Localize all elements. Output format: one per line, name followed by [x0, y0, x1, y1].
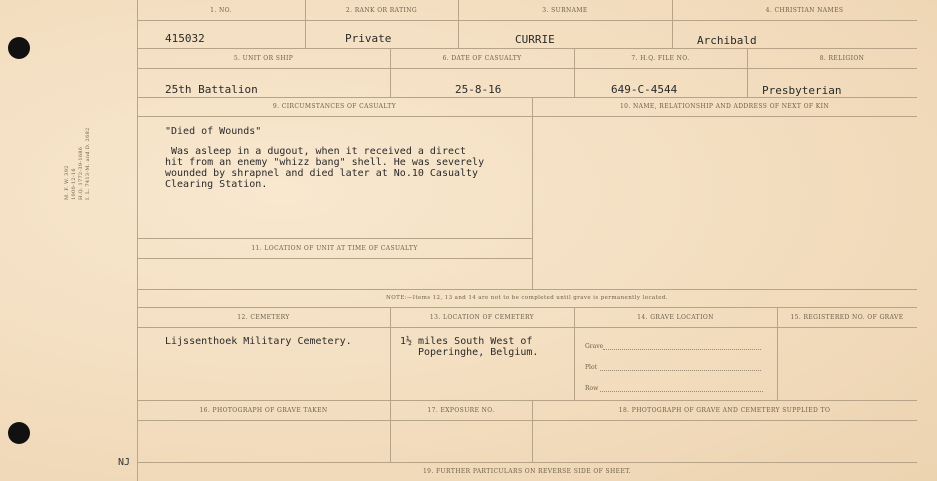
- print-code-3: H.Q. 1772-39-1686: [78, 146, 84, 200]
- rule: [137, 97, 917, 98]
- label-date: 6. DATE OF CASUALTY: [442, 55, 522, 62]
- rule: [137, 289, 917, 290]
- print-code-4: I. L. 7413-M. and D. 2682: [85, 127, 91, 200]
- label-grave-location: 14. GRAVE LOCATION: [637, 314, 714, 321]
- print-code-1: M. F. W. 392: [64, 165, 70, 200]
- plot-field-label: Plot: [585, 364, 597, 371]
- value-surname: CURRIE: [515, 33, 555, 46]
- label-photograph-supplied: 18. PHOTOGRAPH OF GRAVE AND CEMETERY SUPPLIED TO: [618, 407, 831, 414]
- value-christian-names: Archibald: [697, 34, 757, 47]
- label-exposure-no: 17. EXPOSURE NO.: [427, 407, 495, 414]
- row-field-line: [600, 391, 763, 392]
- rule: [137, 462, 917, 463]
- card-stub: [0, 0, 138, 481]
- value-cemetery-location-2: Poperinghe, Belgium.: [418, 347, 539, 358]
- label-religion: 8. RELIGION: [819, 55, 865, 62]
- rule: [137, 400, 917, 401]
- label-location-of-unit: 11. LOCATION OF UNIT AT TIME OF CASUALTY: [251, 245, 418, 252]
- value-cemetery-location-1: 1½ miles South West of: [400, 336, 533, 347]
- label-file-no: 7. H.Q. FILE NO.: [631, 55, 690, 62]
- rule: [137, 307, 917, 308]
- label-number: 1. NO.: [210, 7, 232, 14]
- punch-hole-top: [8, 37, 30, 59]
- rule: [137, 238, 532, 239]
- label-cemetery: 12. CEMETERY: [237, 314, 290, 321]
- label-circumstances: 9. CIRCUMSTANCES OF CASUALTY: [272, 103, 397, 110]
- label-unit: 5. UNIT OR SHIP: [233, 55, 294, 62]
- label-next-of-kin: 10. NAME, RELATIONSHIP AND ADDRESS OF NEXT OF KIN: [619, 103, 830, 110]
- rule: [137, 420, 917, 421]
- label-rank: 2. RANK OR RATING: [345, 7, 418, 14]
- print-code-2: 1000-12-16: [71, 168, 77, 200]
- label-surname: 3. SURNAME: [542, 7, 588, 14]
- grave-field-line: [603, 349, 761, 350]
- circumstances-heading: "Died of Wounds": [165, 126, 262, 137]
- label-registered-no: 15. REGISTERED NO. OF GRAVE: [790, 314, 904, 321]
- circumstances-line-1: Was asleep in a dugout, when it received a direct: [165, 146, 467, 157]
- value-religion: Presbyterian: [762, 84, 842, 97]
- form-print-codes: [64, 20, 124, 200]
- punch-hole-bottom: [8, 422, 30, 444]
- value-unit: 25th Battalion: [165, 83, 258, 96]
- circumstances-line-3: wounded by shrapnel and died later at No.10 Casualty: [165, 168, 479, 179]
- label-photograph-taken: 16. PHOTOGRAPH OF GRAVE TAKEN: [199, 407, 328, 414]
- rule: [137, 116, 917, 117]
- value-date: 25-8-16: [455, 83, 502, 96]
- rule: [137, 48, 917, 49]
- value-cemetery: Lijssenthoek Military Cemetery.: [165, 336, 352, 347]
- stub-code: NJ: [118, 457, 131, 468]
- rule: [137, 327, 917, 328]
- label-christian-names: 4. CHRISTIAN NAMES: [765, 7, 844, 14]
- note-text: NOTE:—Items 12, 13 and 14 are not to be completed until grave is permanently located.: [386, 295, 668, 301]
- value-rank: Private: [345, 32, 392, 45]
- circumstances-line-2: hit from an enemy "whizz bang" shell. He was severely: [165, 157, 485, 168]
- plot-field-line: [600, 370, 761, 371]
- rule: [137, 258, 532, 259]
- row-field-label: Row: [585, 385, 599, 392]
- rule: [137, 68, 917, 69]
- rule: [137, 20, 917, 21]
- footer-text: 19. FURTHER PARTICULARS ON REVERSE SIDE OF SHEET.: [422, 468, 632, 475]
- value-number: 415032: [165, 32, 205, 45]
- rule: [390, 307, 391, 462]
- circumstances-line-4: Clearing Station.: [165, 179, 268, 190]
- rule: [532, 97, 533, 289]
- value-file-no: 649-C-4544: [611, 83, 678, 96]
- label-location-of-cemetery: 13. LOCATION OF CEMETERY: [429, 314, 535, 321]
- grave-field-label: Grave: [585, 343, 604, 350]
